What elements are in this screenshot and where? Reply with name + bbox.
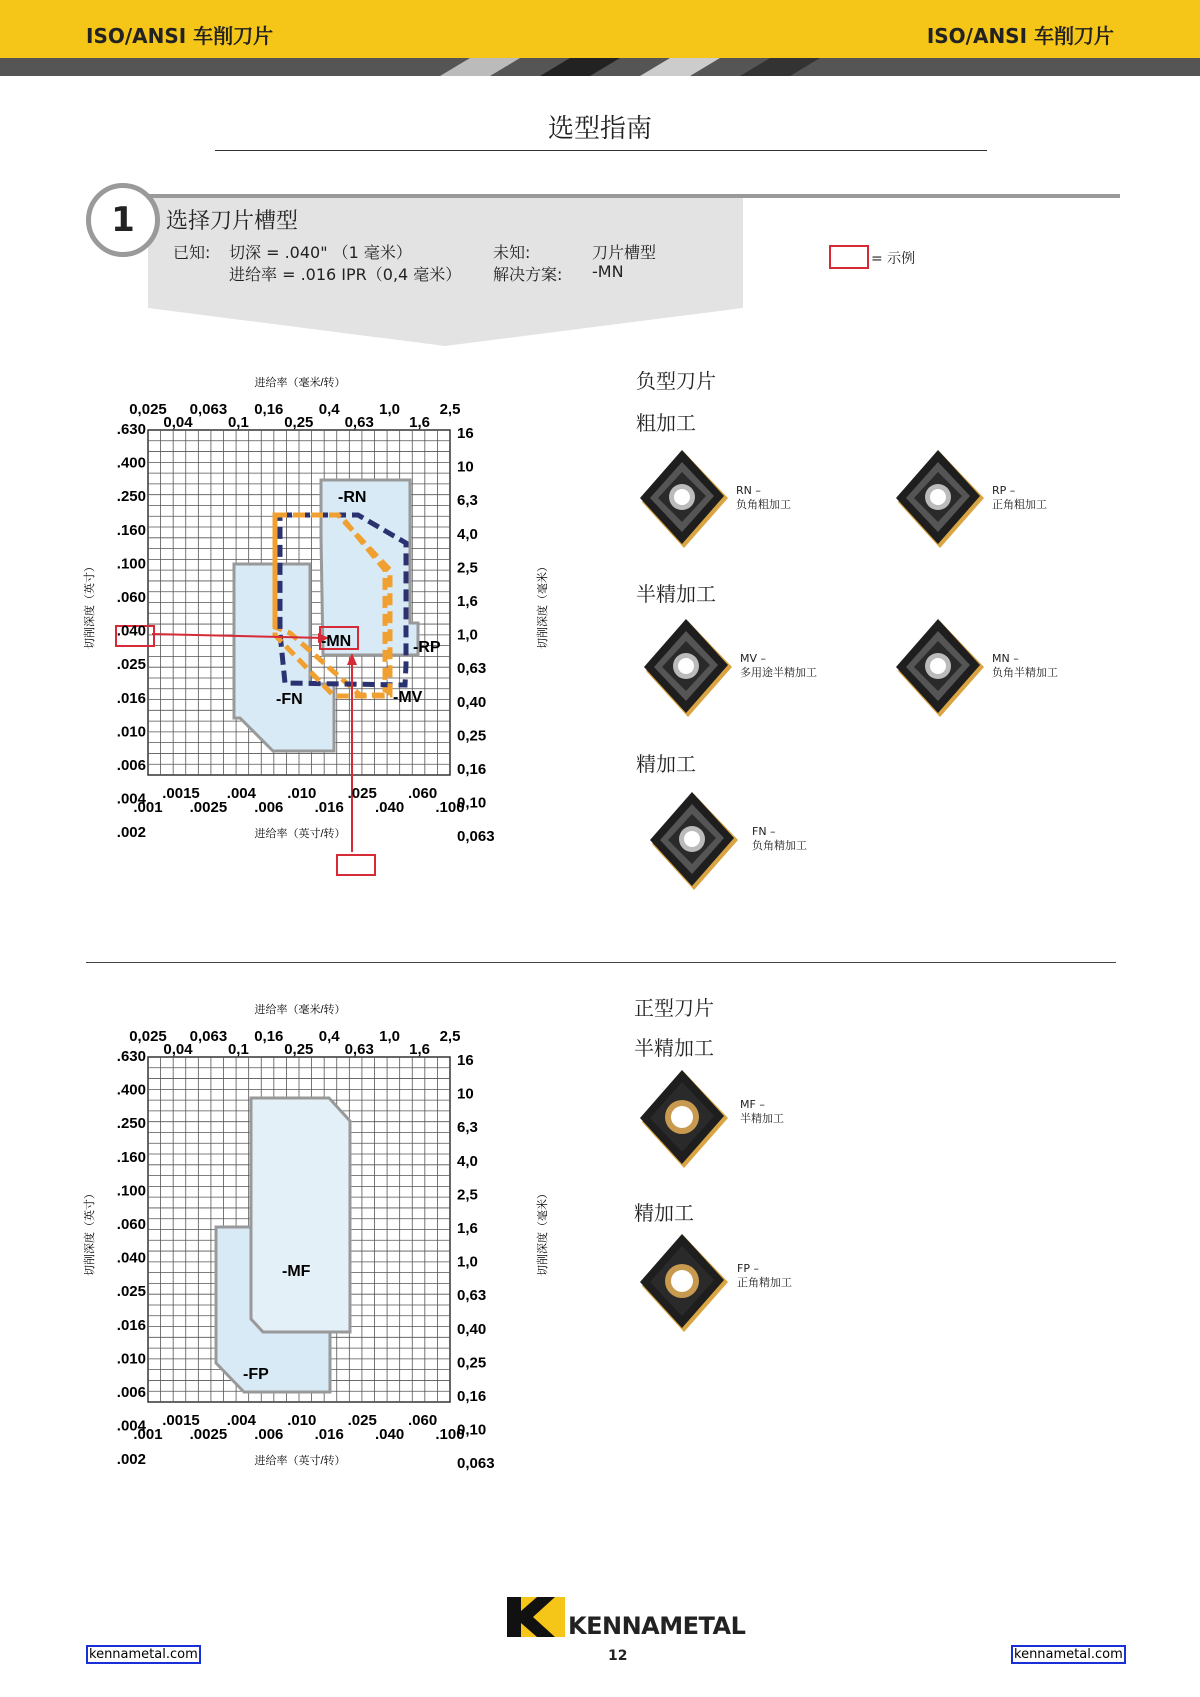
- example-x-box: [337, 855, 375, 875]
- bottom-tick: .0015: [162, 1412, 200, 1429]
- right-tick: 1,0: [457, 626, 478, 644]
- left-tick: .400: [116, 454, 146, 472]
- right-tick: 6,3: [457, 1119, 478, 1137]
- rn-insert-label: [736, 484, 791, 512]
- top-tick: 0,25: [284, 1041, 314, 1058]
- top-tick: 0,04: [163, 1041, 193, 1058]
- left-tick: .016: [116, 1316, 146, 1334]
- negative-semi-title: 半精加工: [636, 582, 716, 606]
- region-label-rp: -RP: [413, 639, 441, 656]
- left-tick: .004: [116, 1417, 146, 1435]
- rn-desc: 负角粗加工: [736, 498, 791, 511]
- fn-code: FN –: [752, 825, 776, 838]
- mv-desc: 多用途半精加工: [740, 666, 817, 679]
- right-tick: 0,25: [457, 1354, 487, 1372]
- mn-insert-icon: [892, 617, 988, 725]
- mn-code: MN –: [992, 652, 1019, 665]
- left-tick: .002: [116, 1451, 146, 1469]
- header-title-right: ISO/ANSI 车削刀片: [926, 24, 1114, 48]
- fn-insert-icon: [646, 790, 742, 898]
- title-underline: [215, 150, 987, 151]
- mv-insert-icon: [640, 617, 736, 725]
- right-tick: 0,16: [457, 761, 487, 778]
- left-tick: .025: [116, 656, 146, 674]
- top-tick: 0,025: [129, 1028, 167, 1045]
- left-tick: .060: [116, 1216, 146, 1233]
- right-axis-title: 切削深度（毫米）: [537, 1188, 549, 1276]
- left-tick: .100: [116, 555, 146, 573]
- right-axis-title: 切削深度（毫米）: [537, 561, 549, 649]
- right-tick: 16: [457, 425, 474, 442]
- left-tick: .160: [116, 521, 146, 539]
- left-axis-title: 切削深度（英寸）: [84, 561, 96, 649]
- left-tick: .006: [116, 757, 146, 774]
- legend-example-box: [829, 245, 869, 269]
- top-tick: 0,063: [189, 401, 228, 418]
- mn-insert-label: [992, 652, 1058, 680]
- chart-negative-inserts: [80, 365, 580, 905]
- top-axis-title: 进给率（毫米/转）: [254, 1004, 346, 1016]
- left-tick: .040: [116, 1249, 146, 1267]
- right-tick: 0,25: [457, 727, 487, 745]
- fp-code: FP –: [737, 1262, 759, 1275]
- bottom-tick: .025: [347, 1412, 377, 1429]
- right-tick: 1,6: [457, 593, 478, 610]
- chart-positive-inserts: [80, 992, 580, 1532]
- right-tick: 4,0: [457, 1152, 478, 1170]
- region-label-fn: -FN: [276, 691, 303, 708]
- fn-desc: 负角精加工: [752, 839, 807, 852]
- legend-text: = 示例: [871, 251, 916, 267]
- right-tick: 0,63: [457, 660, 487, 678]
- bottom-tick: .060: [407, 1412, 438, 1429]
- negative-finish-title: 精加工: [636, 752, 696, 776]
- step-title: 选择刀片槽型: [166, 209, 299, 234]
- known-depth: 切深 = .040" （1 毫米）: [229, 243, 412, 262]
- region-label-mv: -MV: [393, 689, 423, 706]
- top-tick: 1,6: [409, 1041, 431, 1058]
- right-tick: 0,63: [457, 1287, 487, 1305]
- step-number-badge: 1: [86, 183, 160, 257]
- bottom-tick: .004: [226, 785, 257, 802]
- rp-insert-icon: [892, 448, 988, 556]
- top-tick: 0,1: [227, 414, 249, 431]
- top-tick: 0,025: [129, 401, 167, 418]
- bottom-tick: .001: [133, 799, 163, 816]
- bottom-tick: .0025: [189, 1426, 228, 1443]
- bottom-tick: .010: [287, 1412, 317, 1429]
- right-tick: 0,063: [457, 1455, 495, 1473]
- footer-link-right[interactable]: kennametal.com: [1011, 1645, 1126, 1664]
- mv-insert-label: [740, 652, 817, 680]
- fp-insert-label: [737, 1262, 792, 1290]
- negative-title: 负型刀片: [636, 369, 716, 393]
- unknown-label: 未知:: [493, 243, 531, 262]
- bottom-tick: .001: [133, 1426, 163, 1443]
- left-tick: .100: [116, 1182, 146, 1200]
- footer-link-left[interactable]: kennametal.com: [86, 1645, 201, 1664]
- solution-label: 解决方案:: [493, 265, 563, 284]
- rn-code: RN –: [736, 484, 761, 497]
- left-tick: .250: [116, 488, 146, 506]
- positive-title: 正型刀片: [634, 996, 714, 1020]
- mn-desc: 负角半精加工: [992, 666, 1058, 679]
- region-label-mn: -MN: [321, 633, 352, 650]
- solution-value: -MN: [592, 262, 624, 281]
- brand-name: KENNAMETAL: [568, 1612, 746, 1640]
- bottom-tick: .006: [254, 1426, 284, 1443]
- bottom-tick: .016: [314, 799, 344, 816]
- left-tick: .004: [116, 790, 146, 808]
- negative-roughing-title: 粗加工: [636, 411, 696, 435]
- bottom-tick: .016: [314, 1426, 344, 1443]
- region-rn: [321, 480, 418, 655]
- right-tick: 6,3: [457, 492, 478, 510]
- left-tick: .250: [116, 1115, 146, 1133]
- bottom-tick: .006: [254, 799, 284, 816]
- bottom-axis-title: 进给率（英寸/转）: [254, 1455, 346, 1467]
- right-tick: 0,10: [457, 1421, 487, 1439]
- rp-code: RP –: [992, 484, 1016, 497]
- section-divider: [86, 962, 1116, 963]
- header-title-left: ISO/ANSI 车削刀片: [86, 24, 274, 48]
- bottom-tick: .010: [287, 785, 317, 802]
- right-tick: 4,0: [457, 525, 478, 543]
- known-feed: 进给率 = .016 IPR（0,4 毫米）: [229, 265, 462, 284]
- top-tick: 2,5: [439, 1028, 461, 1045]
- top-tick: 1,0: [379, 401, 401, 418]
- right-tick: 10: [457, 1085, 474, 1103]
- region-label-rn: -RN: [338, 489, 367, 506]
- mf-insert-label: [740, 1098, 784, 1126]
- positive-finish-title: 精加工: [634, 1201, 694, 1225]
- right-tick: 1,0: [457, 1253, 478, 1271]
- top-tick: 0,25: [284, 414, 314, 431]
- header-stripe: [0, 58, 1200, 76]
- rn-insert-icon: [636, 448, 732, 556]
- positive-semi-title: 半精加工: [634, 1036, 714, 1060]
- bottom-tick: .100: [435, 799, 465, 816]
- left-tick: .040: [116, 622, 146, 640]
- top-tick: 0,16: [254, 1028, 284, 1045]
- right-tick: 0,40: [457, 693, 487, 711]
- left-tick: .630: [116, 421, 146, 438]
- region-mf: [251, 1098, 350, 1332]
- right-tick: 10: [457, 458, 474, 476]
- region-label-fp: -FP: [243, 1366, 269, 1383]
- top-axis-title: 进给率（毫米/转）: [254, 377, 346, 389]
- right-tick: 16: [457, 1052, 474, 1069]
- top-tick: 0,63: [344, 414, 374, 431]
- fn-insert-label: [752, 825, 807, 853]
- left-tick: .160: [116, 1148, 146, 1166]
- page-number: 12: [608, 1648, 628, 1664]
- left-axis-title: 切削深度（英寸）: [84, 1188, 96, 1276]
- top-tick: 0,63: [344, 1041, 374, 1058]
- left-tick: .006: [116, 1384, 146, 1401]
- right-tick: 1,6: [457, 1220, 478, 1237]
- bottom-tick: .0015: [162, 785, 200, 802]
- right-tick: 0,063: [457, 828, 495, 846]
- left-tick: .010: [116, 723, 146, 741]
- kennametal-logo-icon: [507, 1597, 565, 1637]
- bottom-axis-title: 进给率（英寸/转）: [254, 828, 346, 840]
- top-tick: 0,4: [318, 401, 340, 418]
- bottom-tick: .040: [374, 799, 405, 816]
- right-tick: 0,16: [457, 1388, 487, 1405]
- fp-insert-icon: [636, 1232, 732, 1340]
- bottom-tick: .004: [226, 1412, 257, 1429]
- mv-code: MV –: [740, 652, 767, 665]
- page-title: 选型指南: [547, 114, 652, 144]
- left-tick: .016: [116, 689, 146, 707]
- fp-desc: 正角精加工: [737, 1276, 792, 1289]
- left-tick: .060: [116, 589, 146, 606]
- top-tick: 0,1: [227, 1041, 249, 1058]
- right-tick: 0,10: [457, 794, 487, 812]
- bottom-tick: .100: [435, 1426, 465, 1443]
- right-tick: 0,40: [457, 1320, 487, 1338]
- left-tick: .630: [116, 1048, 146, 1065]
- bottom-tick: .0025: [189, 799, 228, 816]
- known-label: 已知:: [173, 243, 211, 262]
- left-tick: .025: [116, 1283, 146, 1301]
- right-tick: 2,5: [457, 1186, 478, 1204]
- left-tick: .002: [116, 824, 146, 842]
- top-tick: 2,5: [439, 401, 461, 418]
- region-label-mf: -MF: [282, 1263, 311, 1280]
- bottom-tick: .060: [407, 785, 438, 802]
- rp-desc: 正角粗加工: [992, 498, 1047, 511]
- bottom-tick: .025: [347, 785, 377, 802]
- right-tick: 2,5: [457, 559, 478, 577]
- top-tick: 0,16: [254, 401, 284, 418]
- top-tick: 0,04: [163, 414, 193, 431]
- top-tick: 0,063: [189, 1028, 228, 1045]
- unknown-value: 刀片槽型: [592, 243, 657, 262]
- top-tick: 0,4: [318, 1028, 340, 1045]
- top-tick: 1,0: [379, 1028, 401, 1045]
- mf-insert-icon: [636, 1068, 732, 1176]
- mf-code: MF –: [740, 1098, 765, 1111]
- mf-desc: 半精加工: [740, 1112, 784, 1125]
- bottom-tick: .040: [374, 1426, 405, 1443]
- top-tick: 1,6: [409, 414, 431, 431]
- left-tick: .400: [116, 1081, 146, 1099]
- left-tick: .010: [116, 1350, 146, 1368]
- rp-insert-label: [992, 484, 1047, 512]
